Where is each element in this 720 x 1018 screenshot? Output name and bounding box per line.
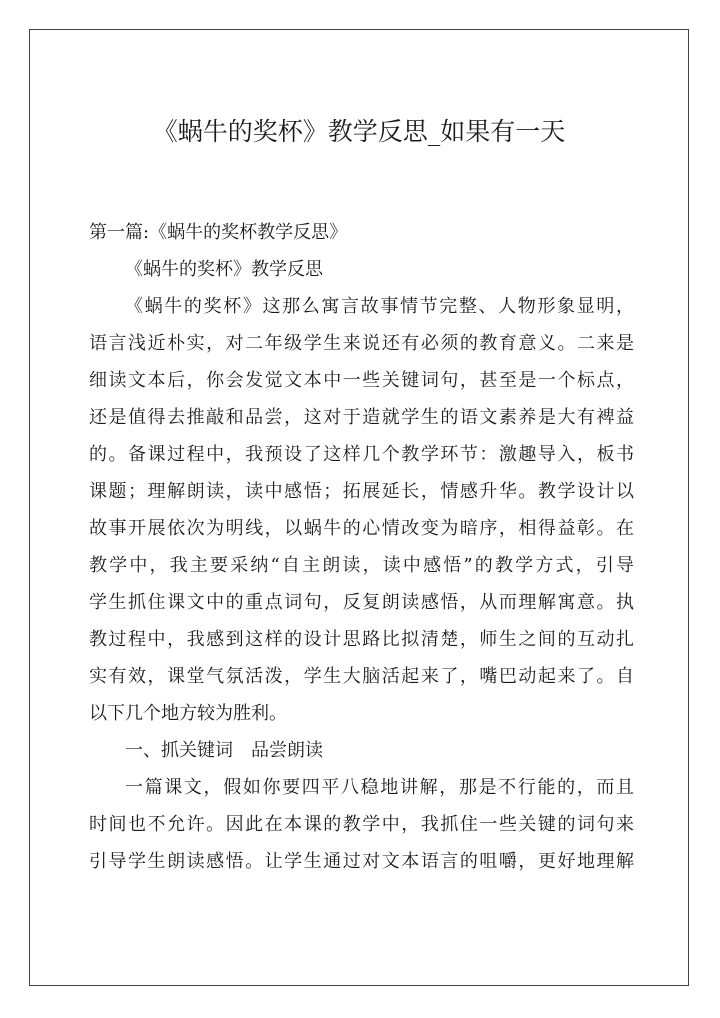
paragraph-1 (89, 288, 634, 732)
document-title: 《蜗牛的奖杯》教学反思_如果有一天 (152, 117, 566, 146)
paragraph-line: 时间也不允许。因此在本课的教学中，我抓住一些关键的词句来 (89, 814, 634, 835)
paragraph-line: 实有效，课堂气氛活泼，学生大脑活起来了，嘴巴动起来了。自 (89, 666, 634, 687)
paragraph-line: 以下几个地方较为胜利。 (89, 703, 287, 724)
paragraph-line: 教过程中，我感到这样的设计思路比拟清楚，师生之间的互动扎 (89, 629, 634, 650)
subtitle: 《蜗牛的奖杯》教学反思 (125, 259, 323, 280)
paragraph-line: 一篇课文，假如你要四平八稳地讲解，那是不行能的，而且 (125, 777, 634, 798)
paragraph-line: 故事开展依次为明线，以蜗牛的心情改变为暗序，相得益彰。在 (89, 518, 634, 539)
paragraph-line: 教学中，我主要采纳“自主朗读，读中感悟”的教学方式，引导 (89, 555, 634, 576)
paragraph-line: 语言浅近朴实，对二年级学生来说还有必须的教育意义。二来是 (89, 333, 634, 354)
paragraph-line: 学生抓住课文中的重点词句，反复朗读感悟，从而理解寓意。执 (89, 592, 634, 613)
paragraph-line: 的。备课过程中，我预设了这样几个教学环节：激趣导入，板书 (89, 444, 634, 465)
paragraph-line: 《蜗牛的奖杯》这那么寓言故事情节完整、人物形象显明， (125, 296, 634, 317)
section-1-heading: 一、抓关键词 品尝朗读 (125, 740, 323, 761)
paragraph-line: 引导学生朗读感悟。让学生通过对文本语言的咀嚼，更好地理解 (89, 851, 634, 872)
paragraph-2 (89, 769, 634, 880)
paragraph-line: 细读文本后，你会发觉文本中一些关键词句，甚至是一个标点， (89, 370, 634, 391)
paragraph-line: 还是值得去推敲和品尝，这对于造就学生的语文素养是大有裨益 (89, 407, 634, 428)
document-body (89, 214, 634, 880)
section-heading: 第一篇:《蜗牛的奖杯教学反思》 (89, 222, 348, 243)
paragraph-line: 课题；理解朗读，读中感悟；拓展延长，情感升华。教学设计以 (89, 481, 634, 502)
